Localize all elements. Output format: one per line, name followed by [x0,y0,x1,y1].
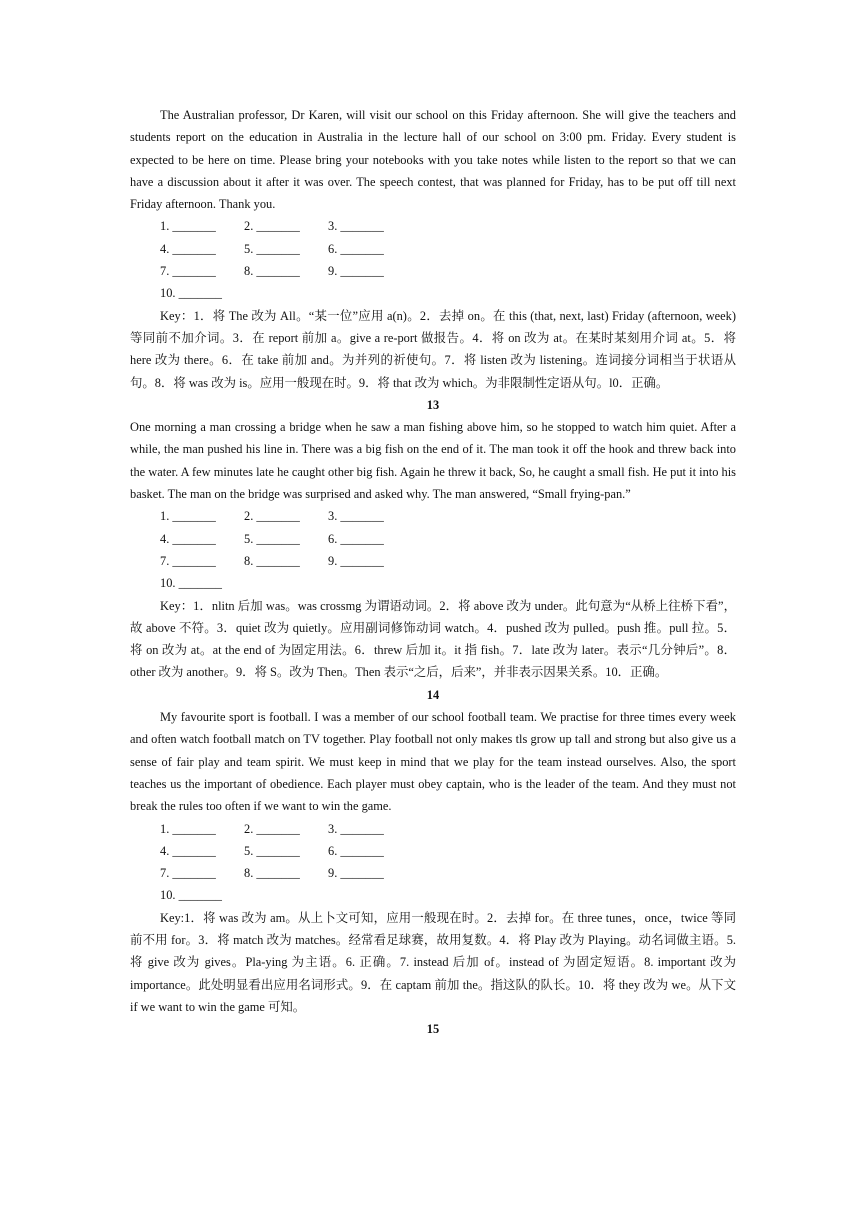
blank-3: 3. _______ [328,509,384,524]
blank-row [130,528,736,550]
blank-6: 6. _______ [328,843,384,858]
blank-9: 9. _______ [328,866,384,881]
blank-row [130,260,736,282]
blank-8: 8. _______ [244,264,300,279]
blank-7: 7. _______ [160,866,216,881]
blank-row [130,238,736,260]
blank-8: 8. _______ [244,553,300,568]
blank-7: 7. _______ [160,264,216,279]
blank-row [130,572,736,594]
blank-2: 2. _______ [244,219,300,234]
blank-row [130,215,736,237]
blank-4: 4. _______ [160,531,216,546]
blank-7: 7. _______ [160,553,216,568]
answer-key-12: Key：1．将 The 改为 All。“某一位”应用 a(n)。2．去掉 on。在 this (that, next, last) Friday (afternoon, week)等同前不加介词。3．在 report 前加 a。give a re-port 做报告。4．将 on 改为 at。在某时某刻用介词 at。5．将 here 改为 there。6．在 take 前加 and。为并列的祈使句。7．将 listen 改为 listening。连词接分词相当于状语从句。8．将 was 改为 is。应用一般现在时。9．将 that 改为 which。为非限制性定语从句。l0．正确。 [130,308,736,390]
blank-4: 4. _______ [160,843,216,858]
blank-1: 1. _______ [160,509,216,524]
blank-5: 5. _______ [244,531,300,546]
passage-12: The Australian professor, Dr Karen, will visit our school on this Friday afternoon. She will give the teachers and students report on the education in Australia in the lecture hall of our school on 3:00 pm. Friday. Every student is expected to be here on time. Please bring your notebooks with you take notes while listen to the report so that we can have a discussion about it after it was over. The speech contest, that was planned for Friday, has to be put off till next Friday afternoon. Thank you. [130,108,736,212]
blank-row [130,550,736,572]
section-number: 14 [426,687,440,702]
blank-9: 9. _______ [328,264,384,279]
blank-2: 2. _______ [244,821,300,836]
blank-3: 3. _______ [328,821,384,836]
answer-key-13: Key：1．nlitn 后加 was。was crossmg 为谓语动词。2．将 above 改为 under。此句意为“从桥上往桥下看”，故 above 不符。3．quiet 改为 quietly。应用副词修饰动词 watch。4．pushed 改为 pulled。push 推。pull 拉。5．将 on 改为 at。at the end of 为固定用法。6．threw 后加 it。it 指 fish。7．late 改为 later。表示“几分钟后”。8．other 改为 another。9．将 S。改为 Then。Then 表示“之后，后来”，并非表示因果关系。10．正确。 [130,598,736,680]
blank-6: 6. _______ [328,531,384,546]
document-page [130,104,736,1040]
blank-row [130,282,736,304]
blank-10: 10. _______ [160,286,222,301]
blank-4: 4. _______ [160,241,216,256]
passage-13: One morning a man crossing a bridge when he saw a man fishing above him, so he stopped to watch him quiet. After a while, the man pushed his line in. There was a big fish on the end of it. The man took it off the hook and threw back into the water. A few minutes late he caught other big fish. Again he threw it back, So, he caught a small fish. He put it into his basket. The man on the bridge was surprised and asked why. The man answered, “Small frying-pan.” [130,420,736,502]
blank-8: 8. _______ [244,866,300,881]
section-number: 15 [426,1022,440,1037]
answer-key-14: Key:1．将 was 改为 am。从上卜文可知，应用一般现在时。2．去掉 for。在 three tunes，once，twice 等同前不用 for。3．将 match 改为 matches。经常看足球赛，故用复数。4．将 Play 改为 Playing。动名词做主语。5. 将 give 改为 gives。Pla-ying 为主语。6. 正确。7. instead 后加 of。instead of 为固定短语。8. important 改为 importance。此处明显看出应用名词形式。9．在 captam 前加 the。指这队的队长。10．将 they 改为 we。从下文 if we want to win the game 可知。 [130,910,736,1014]
blank-3: 3. _______ [328,219,384,234]
blank-2: 2. _______ [244,509,300,524]
blank-10: 10. _______ [160,888,222,903]
blank-row [130,505,736,527]
passage-14: My favourite sport is football. I was a member of our school football team. We practise for three times every week and often watch football match on TV together. Play football not only makes tls grow up tall and strong but also give us a sense of fair play and team spirit. We must keep in mind that we play for the team instead ourselves. Also, the sport teaches us the important of obedience. Each player must obey captain, who is the leader of the team. And they must not break the rules too often if we want to win the game. [130,710,736,814]
section-number: 13 [426,397,440,412]
blank-row [130,840,736,862]
blank-9: 9. _______ [328,553,384,568]
blank-5: 5. _______ [244,241,300,256]
blank-row [130,818,736,840]
blank-row [130,862,736,884]
blank-1: 1. _______ [160,821,216,836]
blank-10: 10. _______ [160,576,222,591]
blank-6: 6. _______ [328,241,384,256]
blank-row [130,884,736,906]
blank-5: 5. _______ [244,843,300,858]
blank-1: 1. _______ [160,219,216,234]
